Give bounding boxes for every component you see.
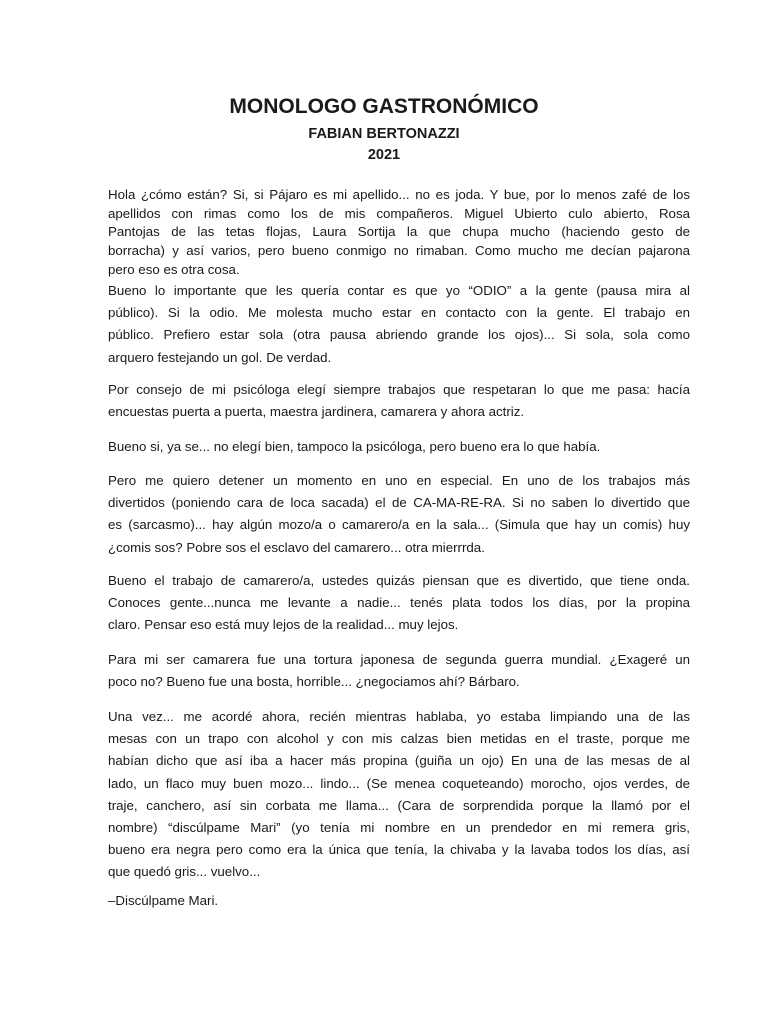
paragraph-disculpame	[108, 890, 690, 912]
text-line: lado, un flaco muy buen mozo... lindo... (Se menea coqueteando) morocho, ojos verdes, de	[108, 775, 690, 791]
text-line: es (sarcasmo)... hay algún mozo/a o camarero/a en la sala... (Simula que hay un comis) huy	[108, 517, 690, 533]
text-line: Conoces gente...nunca me levante a nadie... tenés plata todos los días, por la propina	[108, 595, 690, 611]
paragraph-psicologa	[108, 379, 690, 423]
text-line: Por consejo de mi psicóloga elegí siempre trabajos que respetaran lo que me pasa: hacía	[108, 382, 690, 397]
text-line: Bueno el trabajo de camarero/a, ustedes quizás piensan que es divertido, que tiene onda.	[108, 573, 690, 588]
paragraph-odio	[108, 280, 690, 369]
paragraph-intro	[108, 186, 690, 280]
text-line: bueno era negra pero como era la única que tenía, la chivaba y la lavaba todos los días, así	[108, 842, 690, 858]
text-line: Hola ¿cómo están? Si, si Pájaro es mi apellido... no es joda. Y bue, por lo menos zafé de los	[108, 187, 690, 202]
text-line: arquero festejando un gol. De verdad.	[108, 349, 332, 365]
text-line: Pero me quiero detener un momento en uno en especial. En uno de los trabajos más	[108, 473, 690, 488]
text-line: público. Prefiero estar sola (otra pausa abriendo grande los ojos)... Si sola, sola como	[108, 327, 690, 343]
text-line: Pantojas de las tetas flojas, Laura Sortija la que chupa mucho (haciendo gesto de	[108, 224, 690, 240]
paragraph-ya-se	[108, 436, 690, 458]
paragraph-trabajo	[108, 570, 690, 637]
text-line: apellidos con rimas como los de mis compañeros. Miguel Ubierto culo abierto, Rosa	[108, 205, 690, 221]
document-title: MONOLOGO GASTRONÓMICO	[229, 95, 539, 118]
text-line: encuestas puerta a puerta, maestra jardinera, camarera y ahora actriz.	[108, 404, 525, 420]
text-line: Bueno si, ya se... no elegí bien, tampoco la psicóloga, pero bueno era lo que había.	[108, 439, 601, 454]
paragraph-camarera	[108, 470, 690, 559]
paragraph-una-vez	[108, 706, 690, 884]
text-line: que quedó gris... vuelvo...	[108, 864, 261, 880]
text-line: –Discúlpame Mari.	[108, 893, 219, 908]
text-line: Para mi ser camarera fue una tortura japonesa de segunda guerra mundial. ¿Exageré un	[108, 652, 690, 667]
text-line: pero eso es otra cosa.	[108, 261, 240, 277]
text-line: poco no? Bueno fue una bosta, horrible... ¿negociamos ahí? Bárbaro.	[108, 674, 520, 690]
text-line: mesas con un trapo con alcohol y con mis calzas bien metidas en el traste, porque me	[108, 731, 690, 747]
text-line: público). Si la odio. Me molesta mucho estar en contacto con la gente. El trabajo en	[108, 305, 690, 321]
text-line: habían dicho que así iba a hacer más propina (guiña un ojo) En una de las mesas de al	[108, 753, 690, 769]
text-line: Una vez... me acordé ahora, recién mientras hablaba, yo estaba limpiando una de las	[108, 709, 690, 724]
document-author: FABIAN BERTONAZZI	[308, 126, 460, 142]
text-line: traje, canchero, así sin corbata me llama... (Cara de sorprendida porque la llamó por el	[108, 797, 690, 813]
text-line: nombre) “discúlpame Mari” (yo tenía mi nombre en un prendedor en mi remera gris,	[108, 820, 690, 836]
text-line: borracha) y así varios, pero bueno conmigo no rimaban. Como mucho me decían pajarona	[108, 243, 690, 259]
paragraph-tortura	[108, 649, 690, 693]
text-line: claro. Pensar eso está muy lejos de la realidad... muy lejos.	[108, 617, 459, 633]
text-line: ¿comis sos? Pobre sos el esclavo del camarero... otra mierrrda.	[108, 539, 485, 555]
text-line: divertidos (poniendo cara de loca sacada) el de CA-MA-RE-RA. Si no saben lo divertido que	[108, 495, 690, 511]
document-year: 2021	[367, 147, 401, 163]
text-line: Bueno lo importante que les quería contar es que yo “ODIO” a la gente (pausa mira al	[108, 283, 690, 298]
